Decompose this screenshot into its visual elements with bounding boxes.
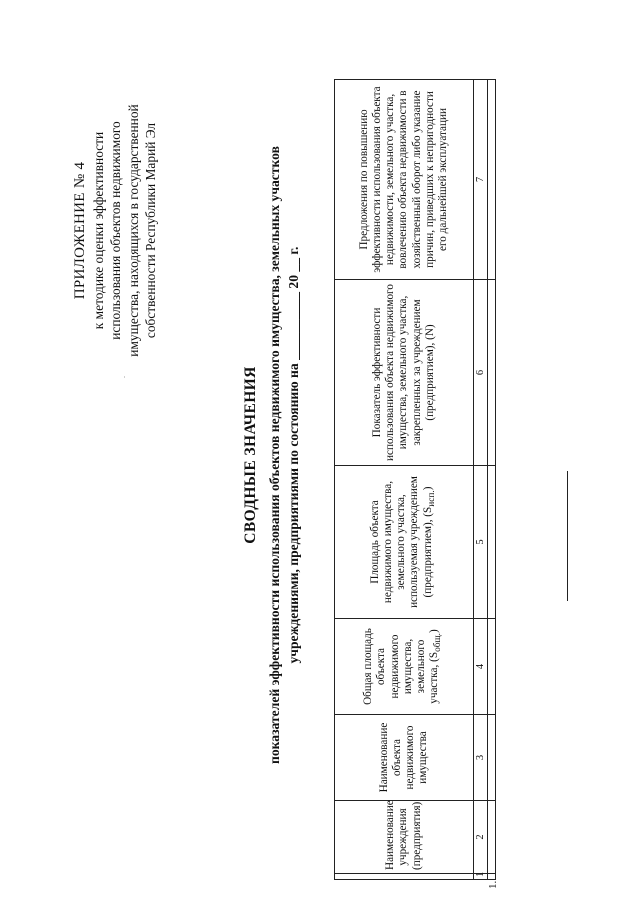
appendix-block [72,53,160,408]
appendix-line: к методике оценки эффективности [90,131,106,330]
header-cell-total-area: Общая площадь объекта недвижимого имущества, земельного участка, $(S_{общ.})$ [335,619,474,715]
header-cell-object-name: Наименование объекта недвижимого имущества [335,715,474,801]
header-cell-efficiency: Показатель эффективности использования объекта недвижимого имущества, земельного участка, закрепленных за учреждением (предприятием), (N) [335,280,474,466]
separator-line [567,471,568,601]
header-cell-used-area: Площадь объекта недвижимого имущества, земельного участка, используемая учреждением (предприятием), $(S_{исп.})$ [335,466,474,619]
column-number-row [474,80,488,880]
heading-line-1: показателей эффективности использования объектов недвижимого имущества, земельных участков [267,146,282,764]
column-number: 4 [474,619,488,715]
header-cell-institution: Наименование учреждения (предприятия) [335,801,474,874]
header-cell-index [335,874,474,880]
column-number: 2 [474,801,488,874]
appendix-title: ПРИЛОЖЕНИЕ № 4 [72,161,88,300]
column-number: 6 [474,280,488,466]
heading-line-2: учреждениями, предприятиями по состоянию на __________ 20 __ г. [286,246,301,664]
heading-title: СВОДНЫЕ ЗНАЧЕНИЯ [242,366,259,544]
appendix-line: собственности Республики Марий Эл [143,122,159,339]
header-cell-proposals: Предложения по повышению эффективности использования объекта недвижимости, земельного участка, вовлечению объекта недвижимости в хозяйственный оборот либо указание причин, приведших к непригодности его дальнейшей эксплуатации [335,80,474,280]
document-heading [242,85,303,825]
first-row-label: 1. [487,880,499,889]
table-cell [488,619,496,715]
table-cell [488,715,496,801]
summary-table [334,79,496,880]
scan-mark: . [118,376,127,378]
column-number: 7 [474,80,488,280]
table-header-row [335,80,474,880]
table-cell [488,801,496,874]
appendix-line: имущества, находящихся в государственной [125,104,141,357]
column-number: 5 [474,466,488,619]
column-number: 3 [474,715,488,801]
column-number: 1 [474,874,488,880]
appendix-line: использования объектов недвижимого [108,121,124,340]
table-cell [488,874,496,880]
table-cell [488,466,496,619]
table-row [488,80,496,880]
table-cell [488,280,496,466]
table-cell [488,80,496,280]
